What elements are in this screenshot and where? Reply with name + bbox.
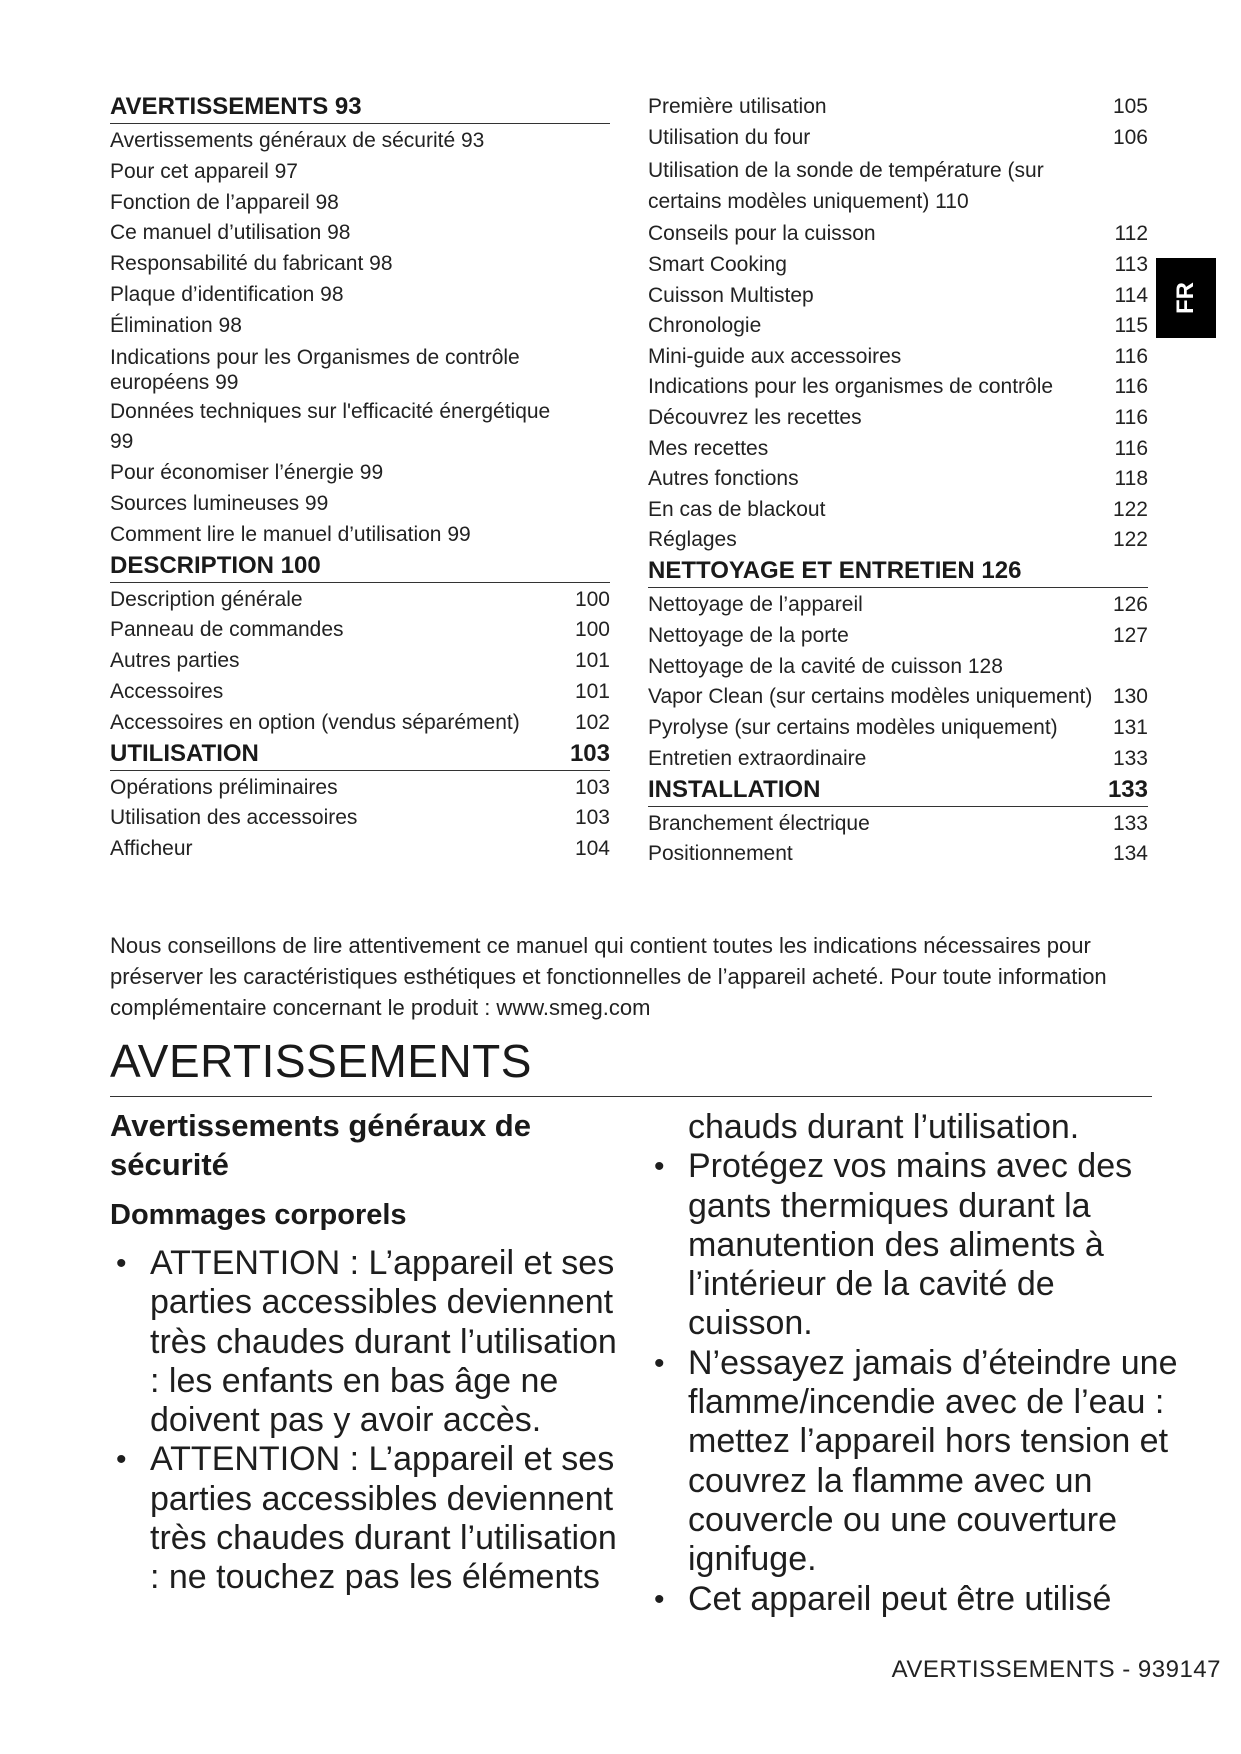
toc-item (110, 157, 610, 188)
toc-item (110, 280, 610, 311)
toc-item-page: 133 (1112, 746, 1148, 770)
toc-item-title: Conseils pour la cuisson (648, 222, 876, 246)
toc-item (110, 520, 610, 551)
toc-section-heading (648, 556, 1148, 588)
toc-item-title: Panneau de commandes (110, 618, 344, 642)
toc-item-title: Branchement électrique (648, 811, 870, 835)
bullet-continuation: chauds durant l’utilisation. (688, 1108, 1080, 1146)
bullet-item: • Cet appareil peut être utilisé (648, 1580, 1188, 1619)
toc-item (110, 188, 610, 219)
toc-item (110, 646, 610, 677)
toc-item (110, 803, 610, 834)
toc-section-heading-title: UTILISATION (110, 739, 259, 767)
bullet-item: • Protégez vos mains avec des gants thermiques durant la manutention des aliments à l’intérieur de la cavité de cuisson. (648, 1147, 1188, 1343)
toc-item-title: Avertissements généraux de sécurité 93 (110, 129, 485, 152)
toc-item-page: 100 (574, 618, 610, 642)
main-heading: AVERTISSEMENTS (110, 1030, 1152, 1097)
toc-section (110, 551, 610, 739)
toc-item (110, 218, 610, 249)
toc-item-page: 106 (1112, 125, 1148, 149)
toc-item-title: Nettoyage de l’appareil (648, 592, 863, 616)
toc-item-page: 131 (1112, 716, 1148, 740)
toc-item-title: En cas de blackout (648, 497, 826, 521)
toc-item (110, 615, 610, 646)
intro-paragraph: Nous conseillons de lire attentivement ce manuel qui contient toutes les indications nécessaires pour préserver les caractéristiques esthétiques et fonctionnelles de l’appareil acheté. Pour toute information complémentaire concernant le produit : www.smeg.com (110, 933, 1107, 1020)
toc-item-page: 102 (574, 710, 610, 734)
toc-section (648, 556, 1148, 775)
toc-section-heading-title: AVERTISSEMENTS 93 (110, 93, 362, 120)
toc-item (648, 744, 1148, 775)
toc-item (648, 434, 1148, 465)
toc-item (648, 342, 1148, 373)
toc-right-sections (648, 556, 1148, 870)
toc-section-heading-title: INSTALLATION (648, 775, 821, 803)
toc-item-page: 134 (1112, 842, 1148, 866)
toc-item-page: 115 (1114, 314, 1148, 338)
toc-item (648, 311, 1148, 342)
toc-item-title: Utilisation des accessoires (110, 806, 358, 830)
toc-item-title: Découvrez les recettes (648, 405, 862, 429)
toc-item-page: 116 (1114, 344, 1148, 368)
toc-item (110, 489, 610, 520)
body-left-column (110, 1106, 630, 1598)
toc-item (110, 345, 610, 395)
bullet-item: • ATTENTION : L’appareil et ses parties accessibles deviennent très chaudes durant l’utilisation : les enfants en bas âge ne doivent pas y avoir accès. (110, 1244, 630, 1440)
toc-item-title: Comment lire le manuel d’utilisation 99 (110, 522, 471, 546)
toc-item-title: Fonction de l’appareil 98 (110, 190, 339, 214)
toc-item (110, 311, 610, 342)
toc-section (110, 92, 610, 551)
toc-item (648, 250, 1148, 281)
toc-item (648, 495, 1148, 526)
toc-item (110, 677, 610, 708)
toc-item-page: 118 (1114, 467, 1148, 491)
toc-item-title: Élimination 98 (110, 313, 242, 337)
toc-item (648, 839, 1148, 870)
body-right-column (648, 1108, 1188, 1619)
toc-item-page: 113 (1114, 252, 1148, 276)
toc-item-page: 114 (1114, 283, 1148, 307)
toc-left-column (110, 92, 610, 865)
toc-item (648, 372, 1148, 403)
toc-item-page: 112 (1114, 222, 1148, 246)
toc-item-page: 116 (1114, 375, 1148, 399)
toc-item-page: 116 (1114, 405, 1148, 429)
toc-item-page: 122 (1112, 528, 1148, 552)
toc-section-heading-page: 133 (1107, 775, 1148, 803)
toc-item-title: Utilisation de la sonde de température (sur certains modèles uniquement) 110 (648, 159, 1044, 213)
toc-item (110, 126, 610, 157)
toc-item (110, 397, 610, 459)
toc-item (110, 585, 610, 616)
toc-item-page: 104 (574, 837, 610, 861)
subsection-title: Dommages corporels (110, 1199, 407, 1231)
toc-item-title: Indications pour les organismes de contrôle (648, 375, 1054, 399)
toc-item-title: Responsabilité du fabricant 98 (110, 252, 393, 276)
toc-section (110, 739, 610, 865)
toc-item-title: Première utilisation (648, 95, 827, 118)
toc-item (648, 713, 1148, 744)
bullet-list-left (110, 1244, 630, 1598)
toc-item-page: 103 (574, 775, 610, 799)
toc-item-page: 126 (1112, 592, 1148, 616)
toc-item-title: Mini-guide aux accessoires (648, 344, 902, 368)
toc-item-title: Autres fonctions (648, 467, 799, 491)
toc-item-title: Autres parties (110, 649, 240, 673)
toc-item-title: Afficheur (110, 837, 193, 861)
bullet-list-right (648, 1147, 1188, 1619)
toc-item-title: Pour cet appareil 97 (110, 159, 298, 183)
toc-item-page: 127 (1112, 623, 1148, 647)
toc-section-heading (110, 551, 610, 583)
toc-item (648, 621, 1148, 652)
toc-item-title: Utilisation du four (648, 125, 811, 149)
toc-item-title: Indications pour les Organismes de contrôle européens 99 (110, 345, 520, 394)
toc-section (648, 775, 1148, 871)
toc-item-title: Nettoyage de la cavité de cuisson 128 (648, 654, 1003, 678)
language-tab (1156, 258, 1216, 338)
toc-item-page: 103 (574, 806, 610, 830)
toc-item-page: 130 (1112, 685, 1148, 709)
toc-item (648, 809, 1148, 840)
toc-item-title: Mes recettes (648, 436, 769, 460)
toc-item-title: Ce manuel d’utilisation 98 (110, 221, 351, 245)
bullet-item: • ATTENTION : L’appareil et ses parties accessibles deviennent très chaudes durant l’utilisation : ne touchez pas les éléments (110, 1440, 630, 1597)
toc-right-leading-items (648, 92, 1148, 556)
toc-item (110, 708, 610, 739)
toc-section-heading-page: 103 (569, 739, 610, 767)
toc-item (648, 156, 1148, 217)
toc-section-heading-title: NETTOYAGE ET ENTRETIEN 126 (648, 556, 1022, 584)
toc-item-title: Pyrolyse (sur certains modèles uniquement) (648, 716, 1058, 740)
toc-item (110, 773, 610, 804)
toc-item (110, 834, 610, 865)
section-title: Avertissements généraux de sécurité (110, 1108, 531, 1182)
toc-item (648, 652, 1148, 683)
toc-item (648, 525, 1148, 556)
bullet-item: • N’essayez jamais d’éteindre une flamme/incendie avec de l’eau : mettez l’appareil hors tension et couvrez la flamme avec un couvercle ou une couverture ignifuge. (648, 1344, 1188, 1580)
toc-item (110, 458, 610, 489)
toc-item (648, 590, 1148, 621)
toc-item-title: Nettoyage de la porte (648, 623, 849, 647)
toc-item-page: 100 (574, 587, 610, 611)
toc-item-title: Accessoires en option (vendus séparément) (110, 710, 520, 734)
toc-section-heading (110, 92, 610, 124)
toc-item-page: 101 (574, 649, 610, 673)
toc-item (648, 403, 1148, 434)
toc-item-title: Sources lumineuses 99 (110, 491, 329, 515)
toc-item (648, 92, 1148, 123)
toc-item-title: Positionnement (648, 842, 793, 866)
toc-item (648, 682, 1148, 713)
toc-item-title: Entretien extraordinaire (648, 746, 867, 770)
toc-item (110, 249, 610, 280)
toc-section-heading-title: DESCRIPTION 100 (110, 551, 321, 579)
toc-item-title: Accessoires (110, 679, 224, 703)
toc-item-title: Plaque d’identification 98 (110, 282, 344, 306)
language-tab-label: FR (1172, 282, 1199, 314)
toc-item-title: Vapor Clean (sur certains modèles uniquement) (648, 685, 1093, 709)
toc-item-title: Réglages (648, 528, 737, 552)
toc-section-heading (110, 739, 610, 771)
toc-item-page: 105 (1112, 95, 1148, 118)
toc-item-page: 122 (1112, 497, 1148, 521)
toc-item (648, 281, 1148, 312)
toc-item (648, 464, 1148, 495)
toc-item-title: Cuisson Multistep (648, 283, 814, 307)
toc-item-title: Pour économiser l’énergie 99 (110, 461, 384, 485)
toc-item-title: Description générale (110, 587, 303, 611)
toc-item-title: Smart Cooking (648, 252, 787, 276)
toc-item-page: 116 (1114, 436, 1148, 460)
toc-item-title: Chronologie (648, 314, 762, 338)
toc-right-column (648, 92, 1148, 870)
toc-section-heading (648, 775, 1148, 807)
toc-item (648, 219, 1148, 250)
page-footer: AVERTISSEMENTS - 939147 (891, 1656, 1221, 1683)
toc-item-title: Données techniques sur l'efficacité énergétique 99 (110, 399, 551, 454)
toc-item (648, 123, 1148, 154)
toc-item-page: 101 (574, 679, 610, 703)
toc-item-page: 133 (1112, 811, 1148, 835)
toc-item-title: Opérations préliminaires (110, 775, 338, 799)
